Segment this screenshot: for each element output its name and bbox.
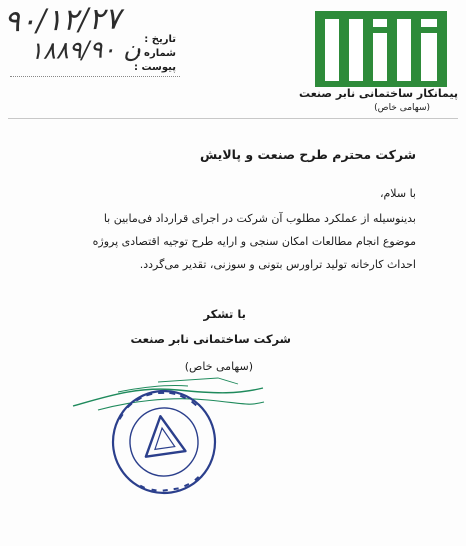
company-type-header: (سهامی خاص): [374, 103, 430, 113]
closing-company: شرکت ساختمانی نابر صنعت: [130, 332, 291, 346]
handwritten-number: ن ۱۸۸۹/۹۰: [29, 35, 141, 65]
signature-stroke-4: [158, 378, 238, 384]
date-label: تاریخ :: [144, 34, 176, 45]
logo-bar-1: [325, 19, 339, 81]
logo-bar-4: [397, 19, 411, 81]
closing-company-type: (سهامی خاص): [184, 360, 253, 373]
logo-dot-2: [421, 19, 437, 27]
meta-labels: [118, 33, 176, 75]
body-line-2: موضوع انجام مطالعات امکان سنجی و ارایه طرح توجیه اقتصادی پروژه: [92, 235, 416, 248]
recipient-line: شرکت محترم طرح صنعت و پالایش: [200, 147, 416, 162]
meta-divider: [10, 76, 180, 77]
logo-dot-1: [373, 19, 387, 27]
header-divider: [8, 118, 458, 119]
stamp-outer-ring: [110, 388, 218, 496]
stamp-triangle-emblem: [141, 413, 186, 456]
logo-bar-2: [349, 19, 363, 81]
body-line-3: احداث کارخانه تولید تراورس بتونی و سوزنی، تقدیر می‌گردد.: [139, 258, 416, 271]
company-logo: [315, 11, 447, 87]
closing-thanks: با تشکر: [203, 307, 246, 321]
logo-mark: [315, 11, 447, 87]
attachment-label: پیوست :: [133, 62, 176, 73]
logo-bar-3: [373, 33, 387, 81]
handwritten-date: ۹۰/۱۲/۲۷: [3, 1, 122, 40]
logo-bar-5: [421, 33, 437, 81]
body-line-1: بدینوسیله از عملکرد مطلوب آن شرکت در اجرای قرارداد فی‌مابین با: [103, 212, 416, 225]
greeting: با سلام،: [379, 187, 416, 200]
company-stamp: [110, 388, 218, 496]
stamp-inner-ring: [126, 404, 203, 481]
company-name-header: پیمانکار ساختمانی نابر صنعت: [299, 87, 458, 100]
number-label: شماره :: [136, 48, 176, 59]
